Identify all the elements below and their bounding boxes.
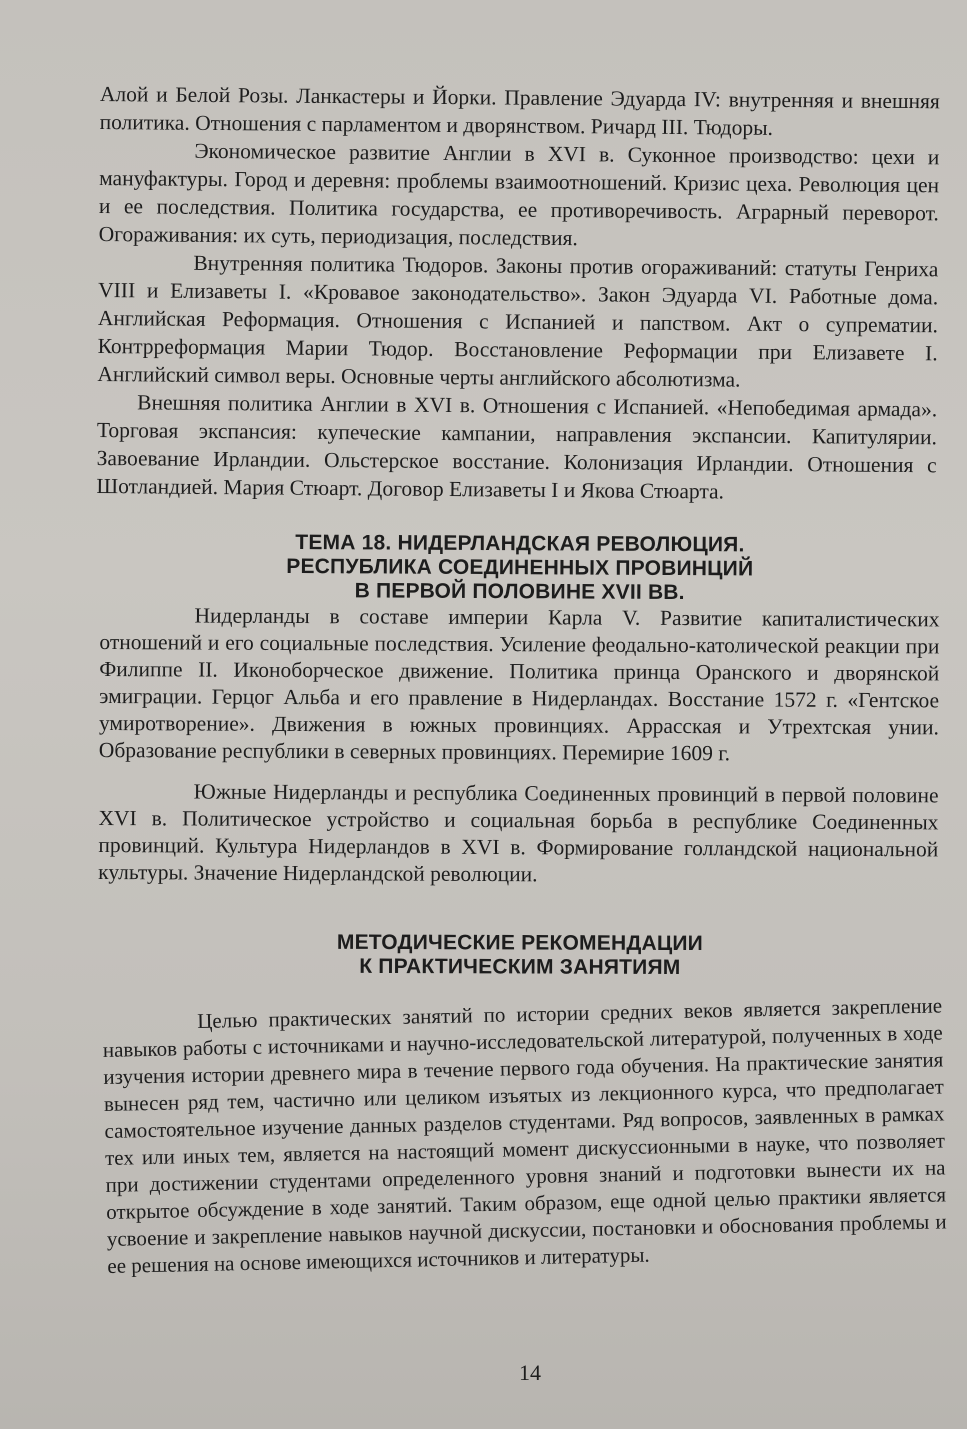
england-topics-section	[96, 80, 940, 507]
paragraph-tudor-domestic-policy: Внутренняя политика Тюдоров. Законы против огораживаний: статуты Генриха VIII и Елизаветы I. «Кровавое законодательство». Закон Эдуарда VI. Работные дома. Английская Реформация. Отношения с Испанией и папством. Акт о супрематии. Контрреформация Марии Тюдор. Восстановление Реформации при Елизавете I. Английский символ веры. Основные черты английского абсолютизма.	[97, 250, 939, 392]
heading-line: К ПРАКТИЧЕСКИМ ЗАНЯТИЯМ	[359, 954, 681, 980]
heading-line: В ПЕРВОЙ ПОЛОВИНЕ XVII ВВ.	[354, 579, 685, 605]
paragraph-foreign-policy: Внешняя политика Англии в XVI в. Отношения с Испанией. «Непобедимая армада». Торговая экспансия: купеческие кампании, направления экспансии. Капитулярии. Завоевание Ирландии. Ольстерское восстание. Колонизация Ирландии. Отношения с Шотландией. Мария Стюарт. Договор Елизаветы I и Якова Стюарта.	[96, 390, 938, 504]
topic-18-heading	[100, 530, 940, 606]
paragraph-netherlands-charles-v: Нидерланды в составе империи Карла V. Развитие капиталистических отношений и его социальные последствия. Усиление феодально-католической реакции при Филиппе II. Иконоборческое движение. Политика принца Оранского и дворянской эмиграции. Герцог Альба и его правление в Нидерландах. Восстание 1572 г. «Гентское умиротворение». Движения в южных провинциях. Аррасская и Утрехтская унии. Образование республики в северных провинциях. Перемирие 1609 г.	[98, 603, 940, 766]
heading-line: ТЕМА 18. НИДЕРЛАНДСКАЯ РЕВОЛЮЦИЯ.	[295, 531, 745, 557]
heading-line: МЕТОДИЧЕСКИЕ РЕКОМЕНДАЦИИ	[336, 930, 704, 956]
methodical-recommendations-body	[102, 992, 947, 1280]
page-number: 14	[519, 1360, 541, 1385]
methodical-recommendations-heading-block	[100, 930, 940, 981]
topic-18-section	[98, 530, 940, 890]
paragraph-practical-classes-goal: Целью практических занятий по истории средних веков является закрепление навыков работы с источниками и научно-исследовательской литературой, полученных в ходе изучения истории древнего мира в течение первого года обучения. На практические занятия вынесен ряд тем, частично или целиком изъятых из лекционного курса, что предполагает самостоятельное изучение данных разделов студентами. Ряд вопросов, заявленных в рамках тех или иных тем, является на настоящий момент дискуссионными в науке, что позволяет при достижении студентами определенного уровня знаний и подготовки вынести их на открытое обсуждение в ходе занятий. Таким образом, еще одной целью практики является усвоение и закрепление навыков научной дискуссии, постановки и обоснования проблемы и ее решения на основе имеющихся источников и литературы.	[102, 993, 947, 1278]
paragraph-economic-development: Экономическое развитие Англии в XVI в. Суконное производство: цехи и мануфактуры. Город и деревня: проблемы взаимоотношений. Кризис цеха. Революция цен и ее последствия. Политика государства, ее противоречивость. Аграрный переворот. Огораживания: их суть, периодизация, последствия.	[98, 138, 940, 251]
methodical-recommendations-heading	[100, 930, 940, 981]
paragraph-southern-netherlands: Южные Нидерланды и республика Соединенных провинций в первой половине XVI в. Политическое устройство и социальная борьба в республике Соединенных провинций. Культура Нидерландов в XVI в. Формирование голландской национальной культуры. Значение Нидерландской революции.	[98, 779, 939, 887]
heading-line: РЕСПУБЛИКА СОЕДИНЕННЫХ ПРОВИНЦИЙ	[286, 554, 754, 581]
paragraph-roses-tudors: Алой и Белой Розы. Ланкастеры и Йорки. Правление Эдуарда IV: внутренняя и внешняя политика. Отношения с парламентом и дворянством. Ричард III. Тюдоры.	[99, 81, 940, 140]
